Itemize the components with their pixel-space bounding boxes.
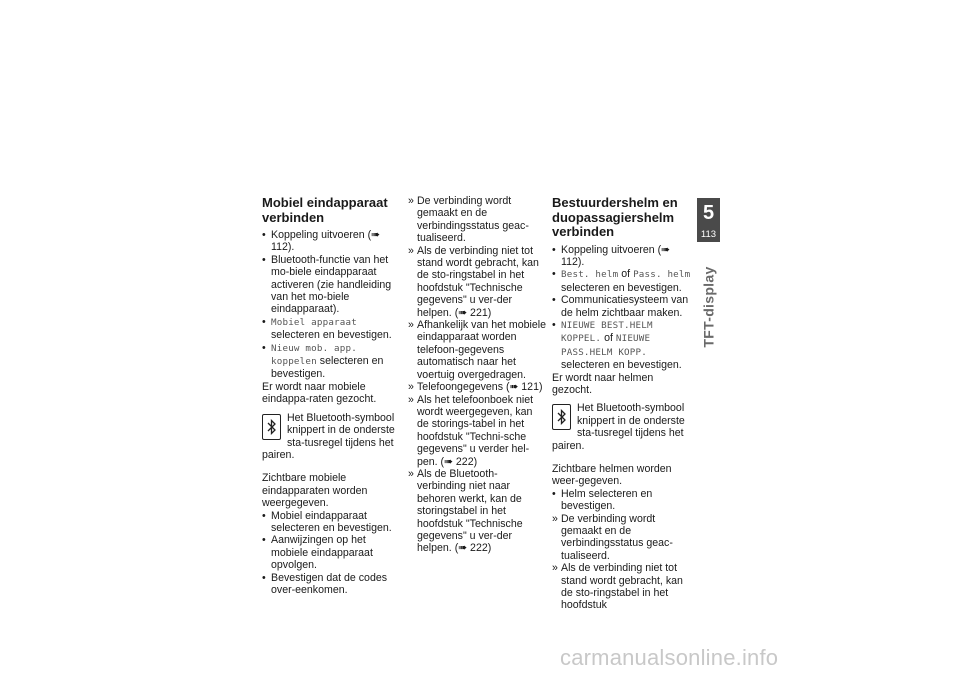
menu-code: NIEUWE BEST.HELM KOPPEL. xyxy=(561,319,653,345)
side-label: TFT-display xyxy=(701,266,717,348)
column-3 xyxy=(552,196,692,612)
result-item: » Als de verbinding niet tot stand wordt gebracht, kan de sto-ringstabel in het hoofdstuk xyxy=(552,562,683,612)
result-item: » Telefoongegevens (➠ 121) xyxy=(408,381,543,394)
bluetooth-icon xyxy=(262,414,281,440)
menu-code: Best. helm xyxy=(561,269,619,281)
section-heading: Mobiel eindapparaat verbinden xyxy=(262,195,388,225)
page-number: 113 xyxy=(700,229,717,240)
list-item: • Aanwijzingen op het mobiele eindapparaat opvolgen. xyxy=(262,534,373,572)
bluetooth-note: Het Bluetooth-symbool knippert in de onderste sta-tusregel tijdens het pairen. xyxy=(552,402,685,452)
paragraph: Er wordt naar helmen gezocht. xyxy=(552,371,654,396)
menu-code: Nieuw mob. app. koppelen xyxy=(271,342,357,368)
result-item: » Als het telefoonboek niet wordt weergegeven, kan de storings-tabel in het hoofdstuk "Techni-sche gegevens" u verder hel-pen. (➠ 222) xyxy=(408,393,534,468)
list-item: • Helm selecteren en bevestigen. xyxy=(552,487,653,513)
list-item: • Bluetooth-functie van het mo-biele eindapparaat activeren (zie handleiding van het mo-biele eindapparaat). xyxy=(262,253,392,316)
result-item: » Afhankelijk van het mobiele eindapparaat worden telefoon-gegevens automatisch naar het voertuig overgedragen. xyxy=(408,319,546,381)
bluetooth-note: Het Bluetooth-symbool knippert in de onderste sta-tusregel tijdens het pairen. xyxy=(262,411,395,461)
chapter-tab xyxy=(697,198,720,242)
chapter-number: 5 xyxy=(702,202,715,224)
menu-code: Mobiel apparaat xyxy=(271,316,357,328)
list-item: • Mobiel eindapparaat selecteren en bevestigen. xyxy=(262,509,392,534)
list-item: • Nieuw mob. app. koppelen selecteren en bevestigen. xyxy=(262,341,384,381)
column-1 xyxy=(262,196,402,596)
list-item: • NIEUWE BEST.HELM KOPPEL. of NIEUWE PASS.HELM KOPP. selecteren en bevestigen. xyxy=(552,318,682,372)
section-heading: Bestuurdershelm en duopassagiershelm verbinden xyxy=(552,195,678,239)
bluetooth-icon xyxy=(552,404,571,430)
menu-code: NIEUWE PASS.HELM KOPP. xyxy=(561,333,651,358)
list-item: • Koppeling uitvoeren (➠ 112). xyxy=(262,229,380,254)
watermark: carmanualsonline.info xyxy=(560,645,779,670)
paragraph: Zichtbare mobiele eindapparaten worden weergegeven. xyxy=(262,472,368,510)
paragraph: Er wordt naar mobiele eindappa-raten gezocht. xyxy=(262,380,377,406)
column-2 xyxy=(408,195,546,555)
menu-code: Pass. helm xyxy=(633,269,691,281)
list-item: • Best. helm of Pass. helm selecteren en bevestigen. xyxy=(552,268,691,294)
list-item: • Communicatiesysteem van de helm zichtbaar maken. xyxy=(552,294,689,319)
result-item: » Als de Bluetooth-verbinding niet naar behoren werkt, kan de storingstabel in het hoofdstuk "Technische gegevens" u ver-der helpen. (➠ 222) xyxy=(408,467,523,555)
result-item: » De verbinding wordt gemaakt en de verbindingsstatus geac-tualiseerd. xyxy=(552,512,673,562)
list-item: • Koppeling uitvoeren (➠ 112). xyxy=(552,243,670,268)
result-item: » De verbinding wordt gemaakt en de verbindingsstatus geac-tualiseerd. xyxy=(408,195,529,245)
paragraph: Zichtbare helmen worden weer-gegeven. xyxy=(552,463,672,488)
list-item: • Mobiel apparaat selecteren en bevestigen. xyxy=(262,315,392,342)
list-item: • Bevestigen dat de codes over-eenkomen. xyxy=(262,571,388,596)
result-item: » Als de verbinding niet tot stand wordt gebracht, kan de sto-ringstabel in het hoofdstuk "Technische gegevens" u ver-der helpen. (➠ 221) xyxy=(408,244,539,319)
